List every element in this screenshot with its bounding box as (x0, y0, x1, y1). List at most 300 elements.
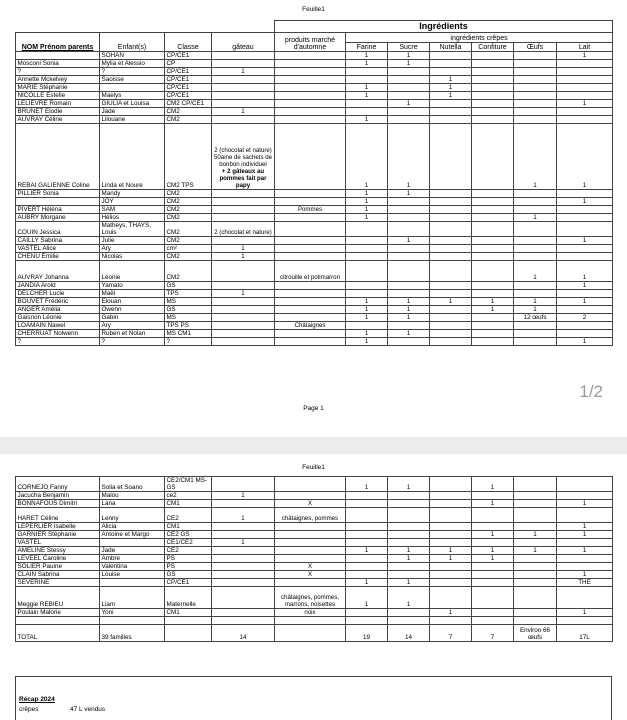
table-row (16, 253, 613, 261)
total-familles: 39 familles (100, 625, 165, 642)
table-cell: Nicolas (100, 253, 165, 261)
table-row (16, 108, 613, 116)
table-cell: 1 (514, 306, 557, 314)
table-cell (346, 322, 388, 330)
table-cell: 1 (212, 253, 275, 261)
table-cell (100, 579, 165, 587)
table-cell (212, 500, 275, 508)
table-cell (514, 206, 557, 214)
table-cell (212, 298, 275, 306)
table-cell (472, 84, 514, 92)
table-cell (557, 306, 613, 314)
table-cell: 1 (430, 555, 472, 563)
table-cell (346, 245, 388, 253)
recap-section (15, 676, 612, 720)
table-cell: 1 (346, 547, 388, 555)
table-cell: CP/CE1 (165, 84, 212, 92)
table-cell: 1 (430, 298, 472, 306)
table-cell: 1 (388, 60, 430, 68)
table-cell: 1 (388, 298, 430, 306)
table-row (16, 100, 613, 108)
header-confiture: Confiture (472, 43, 514, 52)
table-cell (514, 92, 557, 100)
table-row (16, 52, 613, 60)
table-cell (514, 116, 557, 124)
table-cell: THE (557, 579, 613, 587)
table-cell (472, 124, 514, 190)
table-cell (275, 222, 346, 237)
table-cell: 1 (557, 531, 613, 539)
table-cell (275, 76, 346, 84)
table-cell: JOY (100, 198, 165, 206)
table-row (16, 523, 613, 531)
table-cell (430, 261, 472, 282)
table-cell: Poulain Malorie (16, 609, 100, 617)
table-cell (472, 68, 514, 76)
table-cell (275, 531, 346, 539)
table-cell (388, 92, 430, 100)
table-row (16, 116, 613, 124)
table-cell: ? (165, 338, 212, 346)
table-cell (388, 261, 430, 282)
table-cell: HARET Céline (16, 508, 100, 523)
table-cell: CM2 (165, 108, 212, 116)
table-cell: 1 (346, 338, 388, 346)
table-cell: CP/CE1 (165, 92, 212, 100)
table-cell (472, 60, 514, 68)
table-cell: 1 (212, 508, 275, 523)
table-cell: Elouan (100, 298, 165, 306)
table-cell: VASTEL Alice (16, 245, 100, 253)
table-cell (514, 571, 557, 579)
table-row (16, 60, 613, 68)
table-row (16, 539, 613, 547)
header-classe: Classe (165, 33, 212, 52)
table-cell (388, 609, 430, 617)
table-cell (275, 124, 346, 190)
table-cell: 1 (430, 76, 472, 84)
table-cell (514, 108, 557, 116)
table-cell: VASTEL (16, 539, 100, 547)
table-cell: Hélios (100, 214, 165, 222)
table-cell: 1 (557, 237, 613, 245)
table-cell: 1 (557, 124, 613, 190)
table-cell (212, 261, 275, 282)
table-cell (388, 322, 430, 330)
table-cell: 1 (514, 261, 557, 282)
table-cell (388, 116, 430, 124)
table-cell (388, 531, 430, 539)
table-cell (212, 322, 275, 330)
table-cell: 1 (557, 282, 613, 290)
table-cell: Maelys (100, 92, 165, 100)
table-cell (275, 116, 346, 124)
table-cell: 1 (346, 84, 388, 92)
table-cell (514, 290, 557, 298)
table-cell: 1 (514, 214, 557, 222)
table-row (16, 330, 613, 338)
header-enfants: Enfant(s) (100, 33, 165, 52)
table-cell (472, 253, 514, 261)
header-lait: Lait (557, 43, 613, 52)
table-cell: Châtaignes (275, 322, 346, 330)
table-cell (212, 214, 275, 222)
table-cell: GS (165, 306, 212, 314)
table-cell: 1 (388, 100, 430, 108)
table-cell: Julie (100, 237, 165, 245)
table-cell: Ary (100, 245, 165, 253)
header-sucre: Sucre (388, 43, 430, 52)
table-cell (514, 500, 557, 508)
table-cell (557, 92, 613, 100)
table-row (16, 282, 613, 290)
table-cell (557, 555, 613, 563)
table-cell (100, 84, 165, 92)
table-cell: NICOLLE Estelle (16, 92, 100, 100)
table-cell (212, 555, 275, 563)
table-cell (430, 116, 472, 124)
table-cell (430, 290, 472, 298)
table-cell (557, 330, 613, 338)
table-cell: ? (100, 338, 165, 346)
table-cell: Mylia et Alessio (100, 60, 165, 68)
table-cell (275, 52, 346, 60)
table-cell (388, 206, 430, 214)
table-cell (346, 100, 388, 108)
table-cell (388, 222, 430, 237)
table-cell (514, 52, 557, 60)
table-cell: CM2 (165, 116, 212, 124)
header-nutella: Nutella (430, 43, 472, 52)
table-cell: GS (165, 571, 212, 579)
table-cell (16, 52, 100, 60)
header-oeufs: Œufs (514, 43, 557, 52)
gateau-rebai-cell (212, 124, 275, 190)
header-farine: Farine (346, 43, 388, 52)
table-cell (514, 282, 557, 290)
table-cell: 1 (212, 108, 275, 116)
table-cell: 1 (557, 609, 613, 617)
table-cell (212, 60, 275, 68)
table-cell: 1 (388, 579, 430, 587)
table-cell (430, 563, 472, 571)
table-cell (388, 290, 430, 298)
table-row (16, 306, 613, 314)
total-lait: 17L (557, 625, 613, 642)
total-gateau: 14 (212, 625, 275, 642)
table-cell (388, 84, 430, 92)
table-cell (430, 523, 472, 531)
recap-value: 47 L vendus (70, 706, 106, 713)
table-cell: 1 (557, 547, 613, 555)
table-cell (472, 330, 514, 338)
table-cell: CM2 TPS (165, 124, 212, 190)
table-cell (472, 587, 514, 609)
table-cell (557, 222, 613, 237)
table-cell: ce2 (165, 492, 212, 500)
table-cell (275, 298, 346, 306)
table-cell: Gaisnon Léonie (16, 314, 100, 322)
table-cell: 1 (388, 330, 430, 338)
table-cell (472, 492, 514, 500)
table-cell (212, 237, 275, 245)
table-cell (388, 214, 430, 222)
table-cell: 1 (388, 190, 430, 198)
table-cell (388, 76, 430, 84)
table-cell: 1 (388, 587, 430, 609)
table-cell: CM2 CP/CE1 (165, 100, 212, 108)
table-cell: AMELINE Stessy (16, 547, 100, 555)
table-cell: AUVRAY Johanna (16, 261, 100, 282)
table-cell (472, 190, 514, 198)
table-cell (388, 492, 430, 500)
table-cell (275, 100, 346, 108)
table-cell (430, 190, 472, 198)
table-cell: Lenny (100, 508, 165, 523)
table-cell (472, 261, 514, 282)
table-cell (557, 68, 613, 76)
table-cell: 1 (472, 547, 514, 555)
table-cell: Matheys, THAYS, Louis (100, 222, 165, 237)
table-cell: Léonie (100, 261, 165, 282)
table-cell: 1 (346, 198, 388, 206)
table-cell (212, 190, 275, 198)
table-cell (388, 108, 430, 116)
table-cell (514, 68, 557, 76)
table-cell (346, 609, 388, 617)
table-cell (472, 198, 514, 206)
table-cell: 1 (346, 206, 388, 214)
table-cell (275, 314, 346, 322)
table-cell: PS (165, 563, 212, 571)
table-cell (514, 338, 557, 346)
table-cell (212, 100, 275, 108)
table-cell: CHENU Émilie (16, 253, 100, 261)
table-cell: ? (16, 68, 100, 76)
table-cell (346, 500, 388, 508)
gateau-rebai-line1: 2 (chocolat et nature) 50aine de sachets de bonbon individuel (214, 147, 272, 168)
table-cell: AUBRY Morgane (16, 214, 100, 222)
table-cell: 1 (514, 547, 557, 555)
table-cell (388, 338, 430, 346)
table-cell: Alicia (100, 523, 165, 531)
table-cell: 1 (346, 298, 388, 306)
table-cell: 1 (212, 492, 275, 500)
table-row (16, 477, 613, 492)
table-cell: CM2 (165, 253, 212, 261)
table-cell: 1 (388, 477, 430, 492)
table-cell: SOLIER Pauine (16, 563, 100, 571)
table-cell: 1 (346, 330, 388, 338)
table-cell (557, 253, 613, 261)
table-cell: CM1 (165, 609, 212, 617)
table-cell (430, 245, 472, 253)
table-cell (430, 52, 472, 60)
table-cell: 1 (514, 531, 557, 539)
table-cell (430, 322, 472, 330)
table-cell (557, 76, 613, 84)
table-cell (388, 523, 430, 531)
table-cell (346, 523, 388, 531)
table-row (16, 68, 613, 76)
table-cell (430, 237, 472, 245)
table-cell (430, 206, 472, 214)
table-cell (388, 198, 430, 206)
table-row (16, 609, 613, 617)
recap-label: crêpes (19, 706, 39, 713)
table-cell: Gabin (100, 314, 165, 322)
table-cell (472, 338, 514, 346)
table-cell (346, 108, 388, 116)
table-cell (212, 84, 275, 92)
table-cell: Yoni (100, 609, 165, 617)
table-cell (212, 116, 275, 124)
table-cell: Meggie REBIEU (16, 587, 100, 609)
table-cell (557, 290, 613, 298)
table-cell (275, 290, 346, 298)
table-cell (212, 571, 275, 579)
table-cell (212, 52, 275, 60)
table-cell (212, 198, 275, 206)
table-cell: 1 (346, 314, 388, 322)
table-cell (472, 508, 514, 523)
ingredients-table (15, 20, 613, 346)
total-oeufs: Environ 66 œufs (514, 625, 557, 642)
table-cell: CM1 (165, 500, 212, 508)
table-cell (430, 314, 472, 322)
table-cell (346, 492, 388, 500)
table-cell: 1 (430, 92, 472, 100)
table-cell (557, 206, 613, 214)
table-cell (346, 222, 388, 237)
table-cell: MARIE Stéphanie (16, 84, 100, 92)
table-cell (472, 245, 514, 253)
table-cell (275, 253, 346, 261)
table-cell (346, 539, 388, 547)
table-cell: 1 (388, 306, 430, 314)
table-cell: BOUVET Frédéric (16, 298, 100, 306)
table-cell: Pommes (275, 206, 346, 214)
table-cell: CM2 (165, 190, 212, 198)
table-cell: CM2 (165, 222, 212, 237)
table-title: Ingrédients (275, 21, 613, 33)
table-cell (275, 523, 346, 531)
table-row (16, 124, 613, 190)
table-cell: 1 (346, 92, 388, 100)
table-cell: SEVERINE (16, 579, 100, 587)
table-row (16, 555, 613, 563)
table-cell (430, 198, 472, 206)
table-row (16, 500, 613, 508)
header-produits: produits marché d'automne (275, 33, 346, 52)
table-cell (430, 500, 472, 508)
table-cell: PIVERT Héléna (16, 206, 100, 214)
table-cell (346, 571, 388, 579)
table-row (16, 579, 613, 587)
table-cell: MS (165, 298, 212, 306)
table-row (16, 322, 613, 330)
table-cell: citrouille et potimarron (275, 261, 346, 282)
table-cell (430, 492, 472, 500)
table-cell (472, 237, 514, 245)
table-cell: CORNEJO Fanny (16, 477, 100, 492)
table-cell (275, 214, 346, 222)
table-cell: 2 (chocolat et nature) (212, 222, 275, 237)
table-cell (275, 330, 346, 338)
table-cell: DELCHER Lucie (16, 290, 100, 298)
table-cell (346, 237, 388, 245)
table-cell: 1 (346, 214, 388, 222)
table-cell (388, 571, 430, 579)
table-cell: X (275, 563, 346, 571)
table-cell: Ruben et Nolan (100, 330, 165, 338)
table-cell (275, 306, 346, 314)
table-cell: 1 (472, 531, 514, 539)
total-farine: 19 (346, 625, 388, 642)
table-cell: Ambre (100, 555, 165, 563)
table-cell: 1 (430, 84, 472, 92)
table-cell (346, 531, 388, 539)
table-cell: CM2 (165, 214, 212, 222)
table-cell (514, 253, 557, 261)
table-row (16, 290, 613, 298)
table-cell: AUVRAY Céline (16, 116, 100, 124)
table-cell (346, 290, 388, 298)
table-cell (212, 314, 275, 322)
sheet-title-2: Feuille1 (302, 464, 325, 471)
table-row (16, 198, 613, 206)
table-cell: 1 (346, 60, 388, 68)
table-row (16, 563, 613, 571)
total-label: TOTAL (16, 625, 100, 642)
table-cell: Louise (100, 571, 165, 579)
table-cell (212, 587, 275, 609)
table-cell: Linda et Noure (100, 124, 165, 190)
table-cell (430, 214, 472, 222)
table-cell (557, 587, 613, 609)
table-row (16, 76, 613, 84)
table-cell: 1 (346, 116, 388, 124)
table-cell (16, 198, 100, 206)
table-cell: LEPERLIER Isabelle (16, 523, 100, 531)
table-cell: 1 (557, 500, 613, 508)
table-cell: Annette Mckelvey (16, 76, 100, 84)
table-cell (557, 84, 613, 92)
table-cell (388, 282, 430, 290)
table-cell: 1 (472, 500, 514, 508)
table-cell: noix (275, 609, 346, 617)
table-row (16, 587, 613, 609)
table-row (16, 84, 613, 92)
table-cell (472, 563, 514, 571)
table-row (16, 338, 613, 346)
table-cell (212, 76, 275, 84)
table-cell (557, 322, 613, 330)
table-cell: CP/CE1 (165, 76, 212, 84)
table-cell (472, 206, 514, 214)
table-row (16, 237, 613, 245)
table-row (16, 508, 613, 523)
table-cell (472, 222, 514, 237)
table-cell: 1 (346, 477, 388, 492)
table-cell (514, 555, 557, 563)
table-cell (430, 306, 472, 314)
table-cell: 1 (557, 261, 613, 282)
table-cell (472, 571, 514, 579)
table-cell (212, 306, 275, 314)
table-cell (275, 190, 346, 198)
table-cell (275, 555, 346, 563)
